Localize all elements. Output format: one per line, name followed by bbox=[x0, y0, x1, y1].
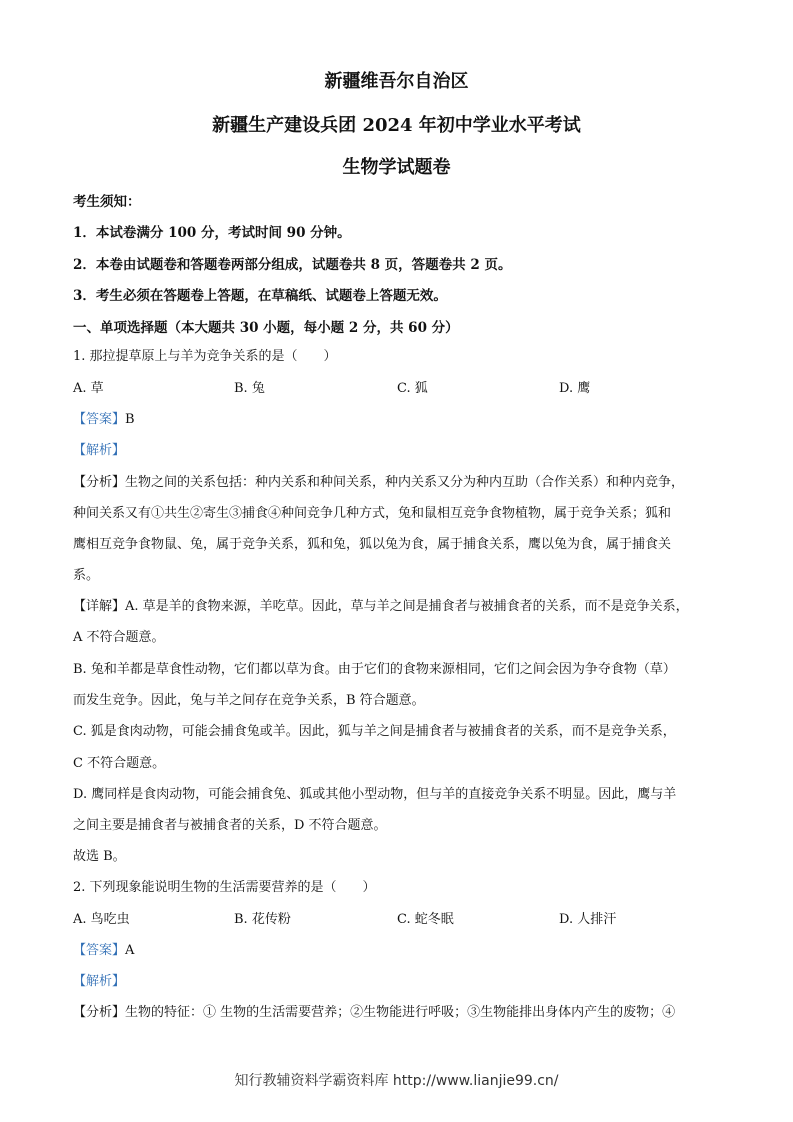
q1-fenxi-line: 【分析】生物之间的关系包括：种内关系和种间关系，种内关系又分为种内互助（合作关系）和种内竞争， bbox=[73, 475, 685, 490]
xiangjie-tag: 【详解】 bbox=[73, 599, 126, 614]
q1-fenxi-line: 鹰相互竞争食物鼠、兔，属于竞争关系，狐和兔，狐以兔为食，属于捕食关系，鹰以兔为食，属于捕食关 bbox=[73, 537, 672, 552]
q1-xiangjie-line: B. 兔和羊都是草食性动物，它们都以草为食。由于它们的食物来源相同，它们之间会因为争夺食物（草） bbox=[73, 662, 676, 677]
fenxi-tag: 【分析】 bbox=[73, 475, 126, 490]
q1-option-b: B. 兔 bbox=[234, 381, 265, 396]
title-subject: 生物学试题卷 bbox=[342, 157, 451, 178]
q2-fenxi-line: 【分析】生物的特征：① 生物的生活需要营养；②生物能进行呼吸；③生物能排出身体内产生的废物；④ bbox=[73, 1005, 676, 1020]
q2-option-b: B. 花传粉 bbox=[234, 912, 291, 927]
q2-option-d: D. 人排汗 bbox=[559, 912, 617, 927]
instructions-heading: 考生须知： bbox=[73, 194, 141, 210]
title-region: 新疆维吾尔自治区 bbox=[324, 71, 469, 92]
q1-xiangjie-line: 而发生竞争。因此，兔与羊之间存在竞争关系，B 符合题意。 bbox=[73, 693, 425, 708]
answer-tag: 【答案】 bbox=[73, 943, 126, 958]
q1-conclusion: 故选 B。 bbox=[73, 849, 126, 864]
q1-xiangjie-line: C 不符合题意。 bbox=[73, 756, 166, 771]
q2-analysis-heading bbox=[73, 972, 723, 992]
q1-answer bbox=[73, 410, 723, 430]
q1-fenxi-line: 种间关系又有①共生②寄生③捕食④种间竞争几种方式，兔和鼠相互竞争食物植物，属于竞争关系；狐和 bbox=[73, 506, 672, 521]
answer-value: B bbox=[125, 412, 135, 427]
q1-analysis-heading bbox=[73, 441, 723, 461]
analysis-tag: 【解析】 bbox=[73, 443, 126, 458]
analysis-tag: 【解析】 bbox=[73, 974, 126, 989]
q2-stem: 2. 下列现象能说明生物的生活需要营养的是（ ） bbox=[73, 880, 376, 895]
q1-xiangjie-line: C. 狐是食肉动物，可能会捕食兔或羊。因此，狐与羊之间是捕食者与被捕食者的关系，而不是竞争关系， bbox=[73, 724, 676, 739]
instruction-item: 3．考生必须在答题卷上答题，在草稿纸、试题卷上答题无效。 bbox=[73, 288, 447, 304]
instruction-item: 1．本试卷满分 100 分，考试时间 90 分钟。 bbox=[73, 225, 351, 241]
q1-xiangjie-line: A 不符合题意。 bbox=[73, 630, 165, 645]
answer-value: A bbox=[125, 943, 135, 958]
title-exam: 新疆生产建设兵团 2024 年初中学业水平考试 bbox=[212, 115, 581, 136]
section-heading: 一、单项选择题（本大题共 30 小题，每小题 2 分，共 60 分） bbox=[73, 320, 459, 336]
instruction-item: 2．本卷由试题卷和答题卷两部分组成，试题卷共 8 页，答题卷共 2 页。 bbox=[73, 257, 512, 273]
q1-option-c: C. 狐 bbox=[397, 381, 428, 396]
answer-tag: 【答案】 bbox=[73, 412, 126, 427]
footer-watermark: 知行教辅资料学霸资料库 http://www.lianjie99.cn/ bbox=[234, 1073, 559, 1089]
q2-answer bbox=[73, 941, 723, 961]
q1-xiangjie-line: 【详解】A. 草是羊的食物来源，羊吃草。因此，草与羊之间是捕食者与被捕食者的关系，而不是竞争关系， bbox=[73, 599, 689, 614]
q2-option-a: A. 鸟吃虫 bbox=[73, 912, 130, 927]
q1-xiangjie-line: 之间主要是捕食者与被捕食者的关系，D 不符合题意。 bbox=[73, 818, 387, 833]
q1-xiangjie-line: D. 鹰同样是食肉动物，可能会捕食兔、狐或其他小型动物，但与羊的直接竞争关系不明显。因此，鹰与羊 bbox=[73, 787, 677, 802]
q1-fenxi-line: 系。 bbox=[73, 568, 100, 583]
q1-stem: 1. 那拉提草原上与羊为竞争关系的是（ ） bbox=[73, 349, 337, 364]
q2-option-c: C. 蛇冬眠 bbox=[397, 912, 454, 927]
q1-option-a: A. 草 bbox=[73, 381, 104, 396]
fenxi-tag: 【分析】 bbox=[73, 1005, 126, 1020]
q1-option-d: D. 鹰 bbox=[559, 381, 591, 396]
